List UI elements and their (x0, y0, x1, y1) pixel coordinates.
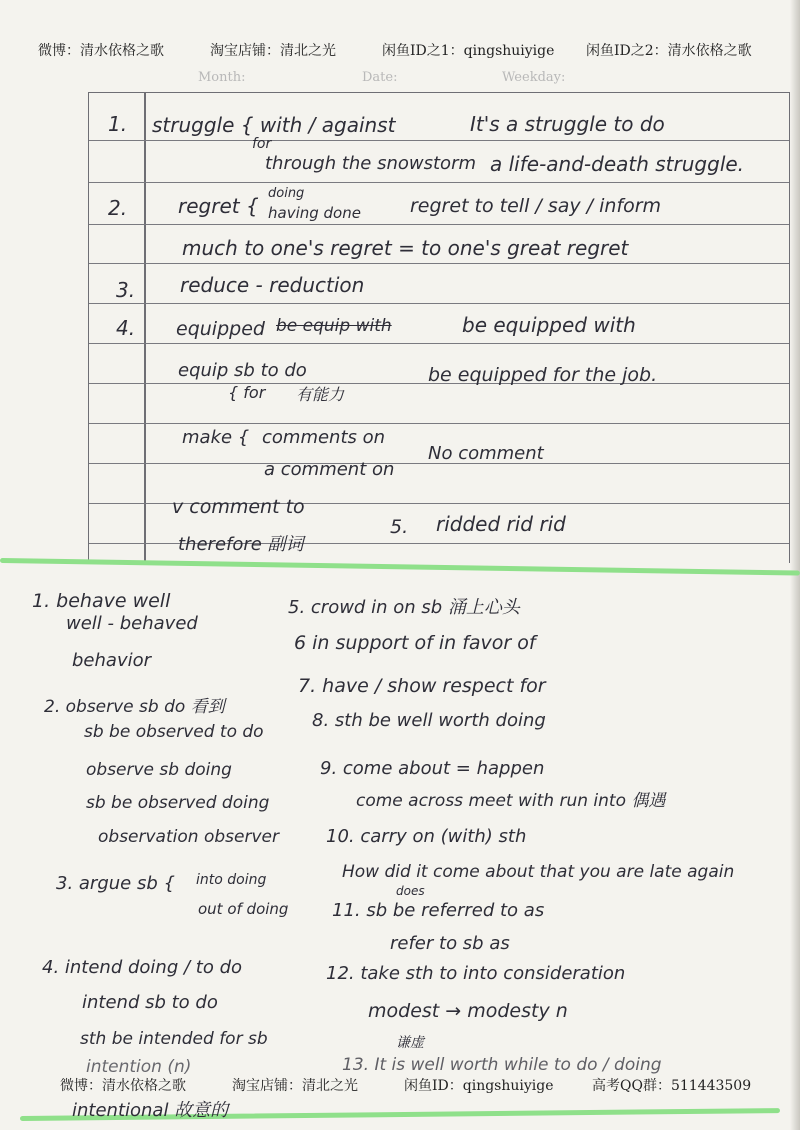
note-line: It's a struggle to do (470, 112, 665, 136)
note-line: { for (228, 383, 266, 402)
note-line: 3. argue sb { (56, 873, 175, 894)
meta-month: Month: (198, 70, 246, 85)
note-line: behavior (72, 650, 152, 671)
footer-qq: 高考QQ群：511443509 (592, 1078, 752, 1094)
note-line: equip sb to do (178, 360, 307, 381)
margin-line (144, 93, 146, 563)
note-line: v comment to (172, 496, 305, 518)
rule-line (89, 140, 789, 141)
note-line: well - behaved (66, 613, 198, 634)
item-number: 3. (116, 278, 136, 302)
rule-line (89, 343, 789, 344)
note-line: intentional 故意的 (72, 1100, 229, 1121)
note-line: 1. behave well (32, 590, 171, 612)
note-line: comments on (262, 427, 386, 448)
header-watermark (0, 40, 800, 60)
footer-weibo: 微博：清水依格之歌 (60, 1078, 186, 1094)
crossed-out-text: be equip with (276, 316, 392, 336)
page-edge-shadow (790, 0, 800, 1130)
note-line: 6 in support of in favor of (294, 632, 536, 654)
header-xianyu2: 闲鱼ID之2：清水依格之歌 (586, 43, 752, 59)
note-line: 2. observe sb do 看到 (44, 697, 225, 717)
note-line: 7. have / show respect for (298, 675, 546, 697)
header-xianyu1: 闲鱼ID之1：qingshuiyige (382, 43, 555, 59)
note-line: struggle { with / against (152, 113, 396, 137)
note-line: therefore 副词 (178, 534, 304, 555)
meta-weekday: Weekday: (502, 70, 566, 85)
note-line: 有能力 (296, 385, 345, 404)
note-line: 5. crowd in on sb 涌上心头 (288, 597, 520, 618)
rule-line (89, 303, 789, 304)
note-line: be equipped for the job. (428, 364, 658, 386)
note-line: intend sb to do (82, 992, 218, 1013)
note-line: out of doing (198, 900, 289, 918)
header-weibo: 微博：清水依格之歌 (38, 43, 164, 59)
note-line: observe sb doing (86, 760, 232, 780)
note-line: refer to sb as (390, 933, 510, 954)
rule-line (89, 224, 789, 225)
note-line: No comment (428, 443, 544, 464)
note-line: 13. It is well worth while to do / doing (342, 1055, 662, 1075)
note-line: 11. sb be referred to as (332, 900, 545, 921)
footer-xianyu: 闲鱼ID：qingshuiyige (404, 1078, 554, 1094)
rule-line (89, 182, 789, 183)
item-number: 4. (116, 316, 136, 340)
item-number: 5. (390, 516, 409, 538)
note-line: regret { (178, 194, 259, 218)
note-line: 9. come about = happen (320, 758, 545, 779)
note-line: 12. take sth to into consideration (326, 963, 626, 984)
note-line: for (252, 136, 272, 152)
meta-date: Date: (362, 70, 398, 85)
note-line: sb be observed doing (86, 793, 270, 813)
note-line: reduce - reduction (180, 273, 365, 297)
note-line: 8. sth be well worth doing (312, 710, 546, 731)
note-line: modest → modesty n (368, 1000, 568, 1022)
note-line: 4. intend doing / to do (42, 957, 243, 978)
note-line: observation observer (98, 827, 279, 847)
note-line: through the snowstorm (265, 153, 477, 174)
note-line: regret to tell / say / inform (410, 195, 662, 217)
note-line: a life-and-death struggle. (490, 152, 745, 176)
item-number: 2. (108, 196, 128, 220)
footer-taobao: 淘宝店铺：清北之光 (232, 1078, 358, 1094)
rule-line (89, 423, 789, 424)
note-line: sb be observed to do (84, 722, 264, 742)
note-line: having done (268, 204, 361, 222)
note-line: sth be intended for sb (80, 1029, 268, 1049)
header-taobao: 淘宝店铺：清北之光 (210, 43, 336, 59)
note-line: 10. carry on (with) sth (326, 826, 527, 847)
note-line: intention (n) (86, 1057, 192, 1077)
note-line: be equipped with (462, 313, 636, 337)
note-line: make { (182, 427, 250, 448)
note-line: come across meet with run into 偶遇 (356, 791, 666, 811)
note-line: How did it come about that you are late again (342, 862, 735, 882)
note-line: 谦虚 (396, 1035, 424, 1051)
note-line: doing (268, 186, 305, 201)
note-line: does (396, 884, 425, 898)
rule-line (89, 263, 789, 264)
note-line: much to one's regret = to one's great regret (182, 236, 629, 260)
note-line: ridded rid rid (436, 512, 566, 536)
note-line: equipped (176, 318, 265, 340)
item-number: 1. (108, 112, 128, 136)
note-line: a comment on (264, 459, 395, 480)
note-line: into doing (196, 872, 267, 888)
